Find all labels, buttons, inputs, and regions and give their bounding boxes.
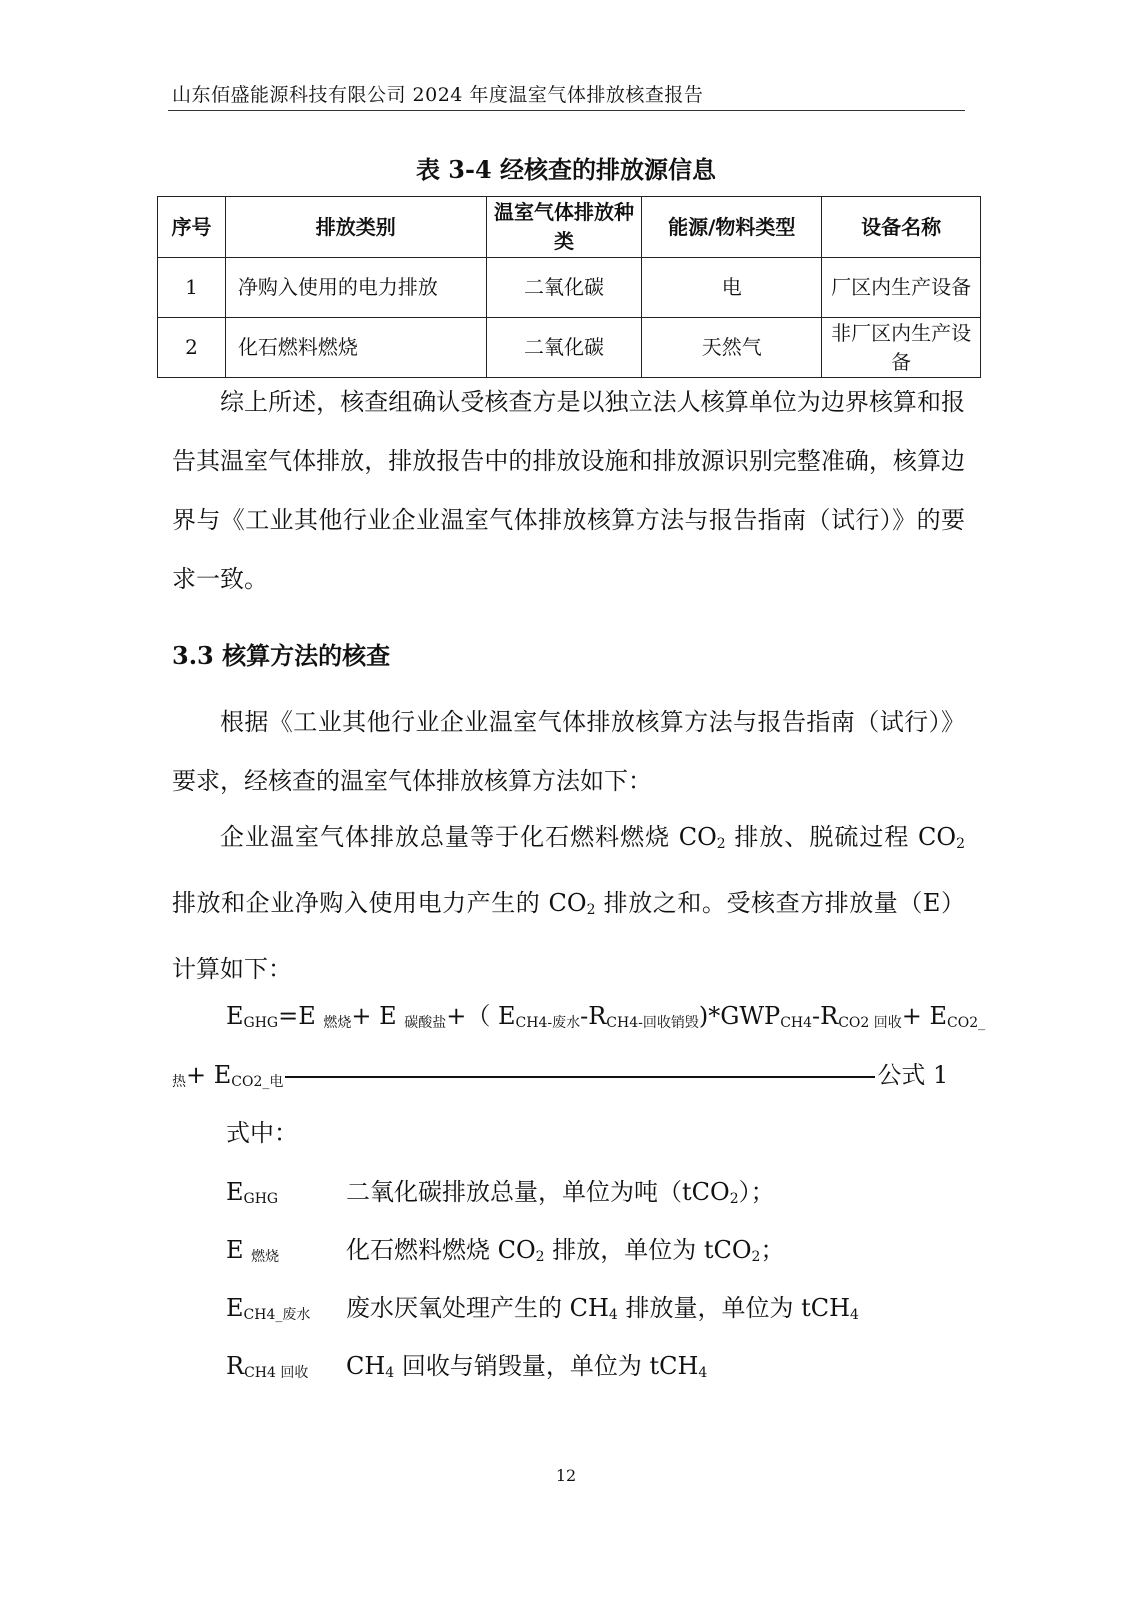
table-row [158,258,981,318]
cell-category: 化石燃料燃烧 [225,318,486,378]
cell-no: 2 [158,318,226,378]
formula-line-2: $_热+ E_{CO2\_电}$ 公式 1 [172,1061,949,1090]
cell-equipment: 厂区内生产设备 [822,258,981,318]
definition-item: E $_{燃烧}$ 化石燃料燃烧 $CO_2$ 排放，单位为 tCO$_2$； [226,1236,785,1265]
col-header-equipment: 设备名称 [822,197,981,258]
cell-gas: 二氧化碳 [486,318,642,378]
header-divider [168,110,965,111]
page-header: 山东佰盛能源科技有限公司 2024 年度温室气体排放核查报告 [172,84,704,106]
col-header-energy: 能源/物料类型 [642,197,822,258]
definitions-intro: 式中： [226,1119,298,1147]
col-header-no: 序号 [158,197,226,258]
col-header-gas: 温室气体排放种类 [486,197,642,258]
table-header-row [158,197,981,258]
formula-label: 公式 1 [877,1061,949,1089]
formula-dash-leader [285,1076,875,1078]
cell-equipment: 非厂区内生产设备 [822,318,981,378]
formula-line-1: $E_{GHG}=E$ $_{燃烧}$+ E $_{碳酸盐}$+（ $E_{CH4-废水}-R_{CH4-回收销毁})*GWP_{CH4}-R_{CO2 回收}+ E_{CO2\_}$ [226,1002,986,1031]
section-intro-paragraph: 根据《工业其他行业企业温室气体排放核算方法与报告指南（试行）》要求，经核查的温室气体排放核算方法如下： [172,708,965,795]
summary-paragraph: 综上所述，核查组确认受核查方是以独立法人核算单位为边界核算和报告其温室气体排放，排放报告中的排放设施和排放源识别完整准确，核算边界与《工业其他行业企业温室气体排放核算方法与报告指南（试行）》的要求一致。 [172,388,965,593]
cell-energy: 电 [642,258,822,318]
table-caption: 表 3-4 经核查的排放源信息 [415,155,717,184]
col-header-category: 排放类别 [225,197,486,258]
page-number: 12 [555,1466,577,1485]
cell-gas: 二氧化碳 [486,258,642,318]
cell-no: 1 [158,258,226,318]
emission-source-table [157,196,981,378]
definition-item: $E_{CH4\_废水}$ 废水厌氧处理产生的 $CH_4$ 排放量，单位为 tCH$_4$ [226,1294,859,1323]
table-row [158,318,981,378]
cell-category: 净购入使用的电力排放 [225,258,486,318]
definition-item: $R_{CH4 回收}$ $CH_4$ 回收与销毁量，单位为 tCH$_4$ [226,1352,708,1381]
cell-energy: 天然气 [642,318,822,378]
section-title: 3.3 核算方法的核查 [172,641,391,670]
section-desc-paragraph: 企业温室气体排放总量等于化石燃料燃烧 $CO_2$ 排放、脱硫过程 $CO_2$ 排放和企业净购入使用电力产生的 $CO_2$ 排放之和。受核查方排放量（E）计算如下： [172,823,965,983]
definition-item: $E_{GHG}$ 二氧化碳排放总量，单位为吨（tCO$_2$）； [226,1178,775,1207]
